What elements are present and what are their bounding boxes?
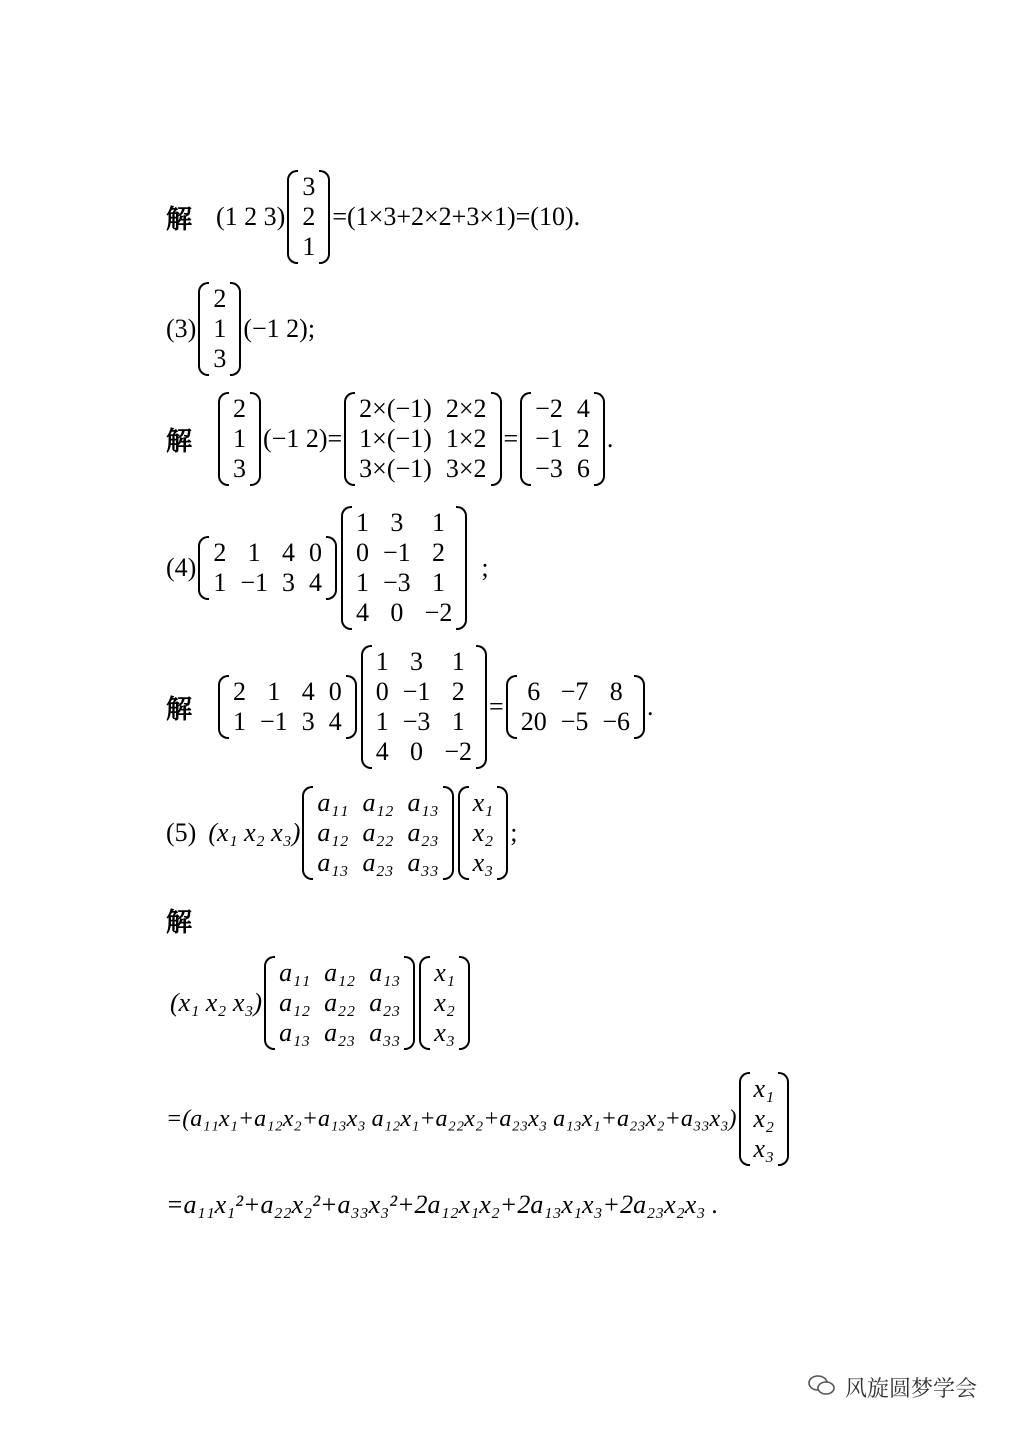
- matrix-entry: a₁₂: [279, 988, 311, 1017]
- solution-3: [166, 392, 613, 486]
- matrix-entry: 0: [356, 538, 369, 567]
- solution-5-label: [166, 902, 192, 939]
- matrix-entries: [298, 170, 319, 264]
- matrix-entries: [352, 506, 456, 630]
- matrix-entries: [469, 786, 498, 880]
- matrix-entries: [275, 956, 404, 1050]
- equals-sign: =: [489, 692, 504, 721]
- matrix-entry: −3: [535, 454, 563, 483]
- matrix-entry: −1: [383, 538, 411, 567]
- matrix-entry: 0: [328, 677, 342, 706]
- matrix-entry: 1: [375, 707, 389, 736]
- matrix-entry: 1: [432, 568, 445, 597]
- matrix-entry: 0: [390, 598, 404, 627]
- matrix-entries: [313, 786, 442, 880]
- matrix-entries: [750, 1072, 779, 1166]
- matrix-entry: −1: [535, 424, 563, 453]
- matrix-entries: [517, 675, 634, 739]
- matrix-entry: −1: [240, 568, 268, 597]
- matrix-entry: 4: [301, 677, 315, 706]
- matrix-entry: 0: [309, 538, 322, 567]
- row-vector: (−1 2): [243, 314, 308, 343]
- matrix-entry: x₁: [434, 958, 455, 987]
- row-vector: (x₁ x₂ x₃): [170, 988, 263, 1017]
- matrix-entry: 1: [213, 568, 227, 597]
- solution-4: [166, 645, 654, 769]
- column-vector: [218, 392, 261, 486]
- matrix-entry: a₃₃: [369, 1018, 401, 1047]
- matrix-entry: 1: [451, 647, 465, 676]
- column-vector: [458, 786, 509, 880]
- final-expression: =a₁₁x₁²+a₂₂x₂²+a₃₃x₃²+2a₁₂x₁x₂+2a₁₃x₁x₃+2a₂₃x₂x₃ .: [166, 1190, 719, 1219]
- semicolon: ;: [307, 314, 316, 343]
- matrix-entry: a₁₃: [369, 958, 401, 987]
- matrix-entry: x₃: [434, 1018, 455, 1047]
- matrix-entry: a₁₁: [317, 788, 349, 817]
- matrix-entry: a₂₃: [324, 1018, 356, 1047]
- matrix-entry: a₁₃: [407, 788, 439, 817]
- matrix-entry: −6: [602, 707, 631, 736]
- matrix-entry: x₁: [753, 1074, 775, 1103]
- matrix-entries: [531, 392, 594, 486]
- matrix-entry: 1: [267, 677, 281, 706]
- matrix-entry: 1: [356, 508, 369, 537]
- period: .: [647, 692, 654, 721]
- column-vector: [419, 956, 470, 1050]
- row-vector: (1 2 3): [216, 202, 286, 231]
- problem-label: (3): [166, 314, 197, 343]
- semicolon: ;: [481, 553, 489, 582]
- matrix-entry: 4: [576, 394, 590, 423]
- matrix-entry: 2×(−1): [359, 394, 432, 423]
- matrix-entry: 4: [309, 568, 322, 597]
- matrix-entry: 2: [576, 424, 590, 453]
- solution-label: 解: [166, 694, 193, 725]
- matrix-entries: [209, 536, 326, 600]
- matrix-entry: a₁₂: [317, 818, 349, 847]
- equals-sign: =: [327, 424, 343, 453]
- matrix-entry: 2: [233, 394, 247, 423]
- matrix-entry: 0: [375, 677, 389, 706]
- matrix-entry: 1: [233, 707, 247, 736]
- solution-label: 解: [166, 908, 193, 938]
- solution-5-step1: [170, 956, 472, 1050]
- matrix-entry: 1: [233, 424, 247, 453]
- matrix-entry: 2: [233, 677, 247, 706]
- matrix-entry: 2×2: [445, 394, 487, 423]
- matrix-entry: a₃₃: [407, 848, 439, 877]
- matrix-entry: a₁₃: [279, 1018, 311, 1047]
- matrix-entry: a₁₂: [362, 788, 394, 817]
- matrix-entry: 3×(−1): [359, 454, 432, 483]
- matrix-entry: 3: [302, 172, 316, 201]
- matrix-entry: 2: [213, 284, 227, 313]
- matrix-entry: 2: [213, 538, 227, 567]
- watermark: [807, 1372, 977, 1403]
- matrix-entry: −3: [402, 707, 431, 736]
- matrix-entry: 6: [576, 454, 590, 483]
- matrix-entry: 1×2: [445, 424, 487, 453]
- matrix-entry: 2: [451, 677, 465, 706]
- matrix-entry: a₂₃: [407, 818, 439, 847]
- matrix-entries: [430, 956, 459, 1050]
- matrix-entry: a₂₂: [324, 988, 356, 1017]
- matrix-entry: a₁₁: [279, 958, 311, 987]
- matrix-entry: 3: [390, 508, 404, 537]
- matrix-a: [218, 675, 357, 739]
- row-vector: (x₁ x₂ x₃): [208, 818, 301, 847]
- problem-5: [166, 786, 517, 880]
- matrix-entry: −1: [402, 677, 431, 706]
- matrix-entry: a₂₂: [362, 818, 394, 847]
- matrix-entry: 3: [213, 344, 227, 373]
- column-vector: [287, 170, 330, 264]
- matrix-entry: x₂: [434, 988, 455, 1017]
- matrix-entries: [229, 392, 250, 486]
- matrix-entry: 1×(−1): [359, 424, 432, 453]
- result-expression: =(1×3+2×2+3×1)=(10).: [332, 202, 581, 231]
- matrix-entry: a₂₃: [362, 848, 394, 877]
- matrix-entry: 4: [375, 737, 389, 766]
- column-vector: [198, 282, 241, 376]
- matrix-b: [341, 506, 467, 630]
- matrix-entry: 2: [302, 202, 316, 231]
- problem-label: (5): [166, 818, 197, 847]
- matrix-entry: x₁: [472, 788, 494, 817]
- matrix-entry: a₁₂: [324, 958, 356, 987]
- matrix-entry: 3: [301, 707, 315, 736]
- solution-5-step3: [166, 1190, 718, 1220]
- problem-label: (4): [166, 553, 197, 582]
- matrix-entry: −7: [560, 677, 589, 706]
- matrix-b: [361, 645, 487, 769]
- matrix-entry: a₂₃: [369, 988, 401, 1017]
- watermark-text: 风旋圆梦学会: [844, 1377, 977, 1402]
- matrix-entry: 1: [375, 647, 389, 676]
- matrix-entry: −3: [383, 568, 411, 597]
- matrix-entry: 1: [451, 707, 465, 736]
- matrix-entry: 6: [527, 677, 541, 706]
- period: .: [606, 424, 614, 453]
- matrix-entry: −2: [424, 598, 453, 627]
- matrix-entry: 4: [328, 707, 342, 736]
- matrix-entry: 8: [609, 677, 623, 706]
- matrix-entry: 3: [233, 454, 247, 483]
- problem-4: [166, 506, 489, 630]
- solution-2: [166, 170, 580, 264]
- matrix-entry: 3: [410, 647, 424, 676]
- matrix-entry: −5: [560, 707, 589, 736]
- matrix-entries: [372, 645, 476, 769]
- matrix-entry: −2: [444, 737, 473, 766]
- result-matrix: [506, 675, 645, 739]
- matrix-entry: 1: [356, 568, 369, 597]
- solution-label: 解: [166, 426, 193, 457]
- matrix-entry: 3×2: [445, 454, 487, 483]
- matrix-entries: [355, 392, 490, 486]
- matrix-a: [198, 536, 337, 600]
- matrix-entries: [229, 675, 346, 739]
- matrix-entry: 1: [432, 508, 445, 537]
- matrix-entry: 0: [410, 737, 424, 766]
- matrix-entry: −2: [535, 394, 563, 423]
- wechat-icon: [807, 1373, 837, 1403]
- matrix-entry: 3: [282, 568, 295, 597]
- result-matrix: [520, 392, 605, 486]
- matrix-entry: 4: [282, 538, 295, 567]
- matrix-entry: a₁₃: [317, 848, 349, 877]
- solution-label: 解: [166, 204, 193, 235]
- matrix-entry: x₃: [472, 848, 494, 877]
- matrix-entry: 1: [213, 314, 227, 343]
- matrix-entries: [209, 282, 230, 376]
- matrix-entry: 1: [247, 538, 261, 567]
- matrix-entry: x₂: [753, 1104, 775, 1133]
- matrix-entry: x₂: [472, 818, 494, 847]
- problem-3: [166, 282, 315, 376]
- matrix-entry: 4: [356, 598, 369, 627]
- matrix-a: [302, 786, 453, 880]
- solution-5-step2: [166, 1072, 791, 1166]
- matrix-a: [264, 956, 415, 1050]
- matrix-entry: 1: [302, 232, 316, 261]
- product-matrix: [344, 392, 501, 486]
- matrix-entry: −1: [260, 707, 288, 736]
- semicolon: ;: [510, 818, 518, 847]
- matrix-entry: 20: [520, 707, 547, 736]
- matrix-entry: 2: [432, 538, 445, 567]
- row-expression: =(a₁₁x₁+a₁₂x₂+a₁₃x₃ a₁₂x₁+a₂₂x₂+a₂₃x₃ a₁₃x₁+a₂₃x₂+a₃₃x₃): [166, 1105, 737, 1132]
- equals-sign: =: [503, 424, 519, 453]
- column-vector: [739, 1072, 790, 1166]
- row-vector: (−1 2): [263, 424, 328, 453]
- matrix-entry: x₃: [753, 1134, 775, 1163]
